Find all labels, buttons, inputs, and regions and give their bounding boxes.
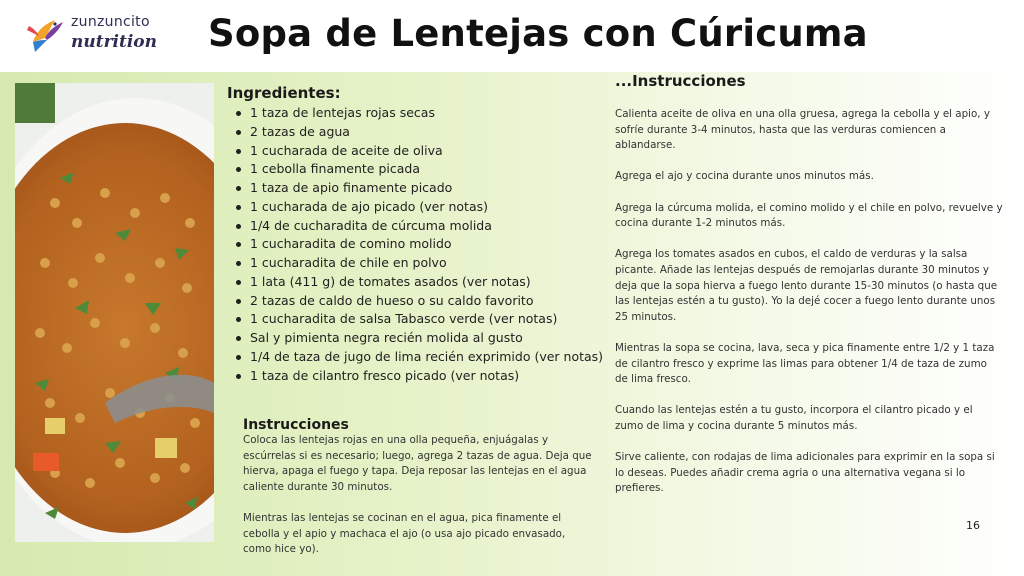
brand-logo[interactable] xyxy=(25,10,165,58)
ingredient-item: 1 cucharada de ajo picado (ver notas) xyxy=(236,198,603,217)
instructions-continued-heading: ...Instrucciones xyxy=(615,72,746,90)
ingredient-item: 1 cebolla finamente picada xyxy=(236,160,603,179)
instruction-paragraph: Mientras la sopa se cocina, lava, seca y pica finamente entre 1/2 y 1 taza de cilantro fresco y exprime las limas para obtener 1/4 de taza de zumo de lima fresco. xyxy=(615,341,995,386)
instructions-body xyxy=(243,433,595,558)
ingredient-item: 2 tazas de caldo de hueso o su caldo favorito xyxy=(236,292,603,311)
ingredients-heading: Ingredientes: xyxy=(227,84,341,102)
ingredients-list xyxy=(236,104,603,385)
ingredient-item: 1/4 de cucharadita de cúrcuma molida xyxy=(236,217,603,236)
ingredient-item: Sal y pimienta negra recién molida al gusto xyxy=(236,329,603,348)
page-number: 16 xyxy=(966,519,980,532)
instructions-heading: Instrucciones xyxy=(243,417,349,433)
ingredient-item: 1 taza de lentejas rojas secas xyxy=(236,104,603,123)
ingredient-item: 1 lata (411 g) de tomates asados (ver notas) xyxy=(236,273,603,292)
ingredient-item: 1 taza de cilantro fresco picado (ver notas) xyxy=(236,367,603,386)
soup-illustration xyxy=(15,83,214,542)
instruction-paragraph: Cuando las lentejas estén a tu gusto, incorpora el cilantro picado y el zumo de lima y cocina durante 5 minutos más. xyxy=(615,404,973,432)
instruction-paragraph: Coloca las lentejas rojas en una olla pequeña, enjuágalas y escúrrelas si es necesario; luego, agrega 2 tazas de agua. Deja que hierva, apaga el fuego y tapa. Deja reposar las lentejas en el agua caliente durante 30 minutos. xyxy=(243,434,592,493)
soup-photo xyxy=(15,83,214,542)
header xyxy=(0,0,1024,72)
hummingbird-logo-icon xyxy=(25,12,67,54)
ingredient-item: 1 cucharadita de chile en polvo xyxy=(236,254,603,273)
ingredient-item: 1 taza de apio finamente picado xyxy=(236,179,603,198)
instruction-paragraph: Agrega la cúrcuma molida, el comino molido y el chile en polvo, revuelve y cocina durante 1-2 minutos más. xyxy=(615,201,1003,230)
ingredient-item: 1 cucharadita de salsa Tabasco verde (ver notas) xyxy=(236,310,603,329)
ingredient-item: 2 tazas de agua xyxy=(236,123,603,142)
instruction-paragraph: Agrega el ajo y cocina durante unos minutos más. xyxy=(615,170,874,183)
ingredient-item: 1/4 de taza de jugo de lima recién exprimido (ver notas) xyxy=(236,348,603,367)
brand-name-line1: zunzuncito xyxy=(71,14,150,30)
ingredient-item: 1 cucharadita de comino molido xyxy=(236,235,603,254)
instruction-paragraph: Mientras las lentejas se cocinan en el agua, pica finamente el cebolla y el apio y machaca el ajo (o usa ajo picado envasado, como hice yo). xyxy=(243,511,566,556)
ingredient-item: 1 cucharada de aceite de oliva xyxy=(236,142,603,161)
instruction-paragraph: Sirve caliente, con rodajas de lima adicionales para exprimir en la sopa si lo deseas. Puedes añadir crema agria o una alternativa vegana si lo prefieres. xyxy=(615,451,995,495)
instruction-paragraph: Calienta aceite de oliva en una olla gruesa, agrega la cebolla y el apio, y sofríe durante 3-4 minutos, hasta que las verduras comiencen a ablandarse. xyxy=(615,108,990,152)
instruction-paragraph: Agrega los tomates asados en cubos, el caldo de verduras y la salsa picante. Añade las lentejas después de remojarlas durante 30 minutos y deja que la sopa hierva a fuego lento durante 15-30 minutos (o hasta que las lentejas estén a tu gusto). Yo la dejé cocer a fuego lento durante unos 25 minutos. xyxy=(615,248,998,323)
instructions-continued-body xyxy=(615,107,1003,512)
brand-name-line2: nutrition xyxy=(71,32,157,52)
page-title: Sopa de Lentejas con Cúricuma xyxy=(208,12,868,55)
